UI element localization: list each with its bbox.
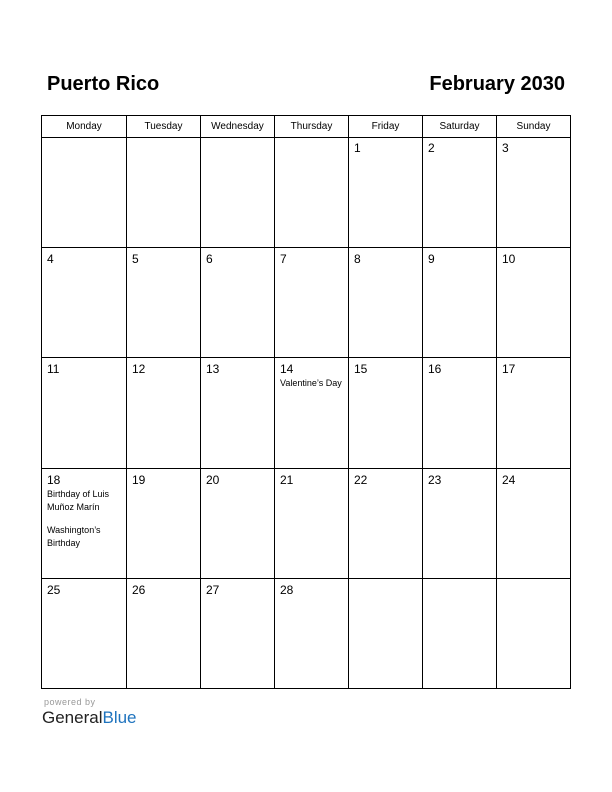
day-cell[interactable] xyxy=(275,358,349,468)
day-number: 1 xyxy=(354,141,361,155)
week-row xyxy=(42,358,570,469)
day-cell[interactable] xyxy=(423,469,497,578)
brand-general-text: General xyxy=(42,708,103,727)
day-cell[interactable] xyxy=(42,469,127,578)
weekday-header-row xyxy=(42,116,570,138)
weekday-header-wednesday: Wednesday xyxy=(201,116,275,137)
day-number: 6 xyxy=(206,252,213,266)
day-number: 16 xyxy=(428,362,442,376)
weekday-header-tuesday: Tuesday xyxy=(127,116,201,137)
day-number: 28 xyxy=(280,583,294,597)
day-number: 20 xyxy=(206,473,220,487)
day-cell[interactable] xyxy=(127,469,201,578)
country-title: Puerto Rico xyxy=(47,73,160,95)
day-cell[interactable] xyxy=(349,469,423,578)
holiday-label: Birthday of Luis Muñoz Marín xyxy=(47,489,110,512)
day-number: 10 xyxy=(502,252,516,266)
day-cell[interactable] xyxy=(42,358,127,468)
day-cell[interactable] xyxy=(201,469,275,578)
day-cell[interactable] xyxy=(497,579,570,688)
powered-by-label: powered by xyxy=(44,697,96,707)
day-cell[interactable] xyxy=(497,248,570,357)
day-cell[interactable] xyxy=(127,579,201,688)
day-cell[interactable] xyxy=(42,137,127,247)
day-number: 11 xyxy=(47,362,60,376)
day-number: 19 xyxy=(132,473,146,487)
day-number: 3 xyxy=(502,141,509,155)
day-cell[interactable] xyxy=(201,579,275,688)
day-cell[interactable] xyxy=(423,358,497,468)
day-cell[interactable] xyxy=(275,579,349,688)
day-number: 23 xyxy=(428,473,442,487)
day-number: 2 xyxy=(428,141,435,155)
holiday-label: Washington’s Birthday xyxy=(47,525,101,548)
day-cell[interactable] xyxy=(127,358,201,468)
week-row xyxy=(42,579,570,688)
day-cell[interactable] xyxy=(349,579,423,688)
brand-blue-text: Blue xyxy=(102,708,137,727)
day-cell[interactable] xyxy=(201,137,275,247)
day-cell[interactable] xyxy=(497,137,570,247)
day-number: 7 xyxy=(280,252,287,266)
generalblue-logo[interactable] xyxy=(42,708,137,728)
holiday-label: Valentine’s Day xyxy=(280,378,342,388)
day-number: 24 xyxy=(502,473,516,487)
day-number: 12 xyxy=(132,362,146,376)
day-cell[interactable] xyxy=(42,579,127,688)
calendar-grid xyxy=(41,115,571,689)
day-number: 4 xyxy=(47,252,54,266)
day-cell[interactable] xyxy=(497,469,570,578)
day-cell[interactable] xyxy=(349,248,423,357)
weekday-header-monday: Monday xyxy=(42,116,127,137)
weekday-header-sunday: Sunday xyxy=(516,121,551,132)
day-cell[interactable] xyxy=(275,469,349,578)
day-number: 18 xyxy=(47,473,61,487)
day-number: 17 xyxy=(502,362,516,376)
day-cell[interactable] xyxy=(275,137,349,247)
day-number: 21 xyxy=(280,473,294,487)
day-cell[interactable] xyxy=(42,248,127,357)
day-number: 8 xyxy=(354,252,361,266)
day-cell[interactable] xyxy=(349,358,423,468)
weekday-header-saturday: Saturday xyxy=(423,116,497,137)
week-row xyxy=(42,248,570,358)
day-cell[interactable] xyxy=(349,137,423,247)
day-cell[interactable] xyxy=(423,248,497,357)
day-number: 13 xyxy=(206,362,220,376)
day-number: 15 xyxy=(354,362,368,376)
day-cell[interactable] xyxy=(423,579,497,688)
day-number: 22 xyxy=(354,473,368,487)
weekday-header-thursday: Thursday xyxy=(275,116,349,137)
day-number: 14 xyxy=(280,362,294,376)
day-number: 9 xyxy=(428,252,435,266)
week-row xyxy=(42,137,570,248)
month-title: February 2030 xyxy=(429,73,565,95)
day-number: 25 xyxy=(47,583,61,597)
day-cell[interactable] xyxy=(201,248,275,357)
day-number: 27 xyxy=(206,583,220,597)
day-cell[interactable] xyxy=(275,248,349,357)
weekday-header-friday: Friday xyxy=(349,116,423,137)
day-cell[interactable] xyxy=(127,248,201,357)
day-cell[interactable] xyxy=(127,137,201,247)
day-number: 26 xyxy=(132,583,146,597)
week-row xyxy=(42,469,570,579)
day-cell[interactable] xyxy=(423,137,497,247)
day-cell[interactable] xyxy=(201,358,275,468)
day-cell[interactable] xyxy=(497,358,570,468)
day-number: 5 xyxy=(132,252,139,266)
